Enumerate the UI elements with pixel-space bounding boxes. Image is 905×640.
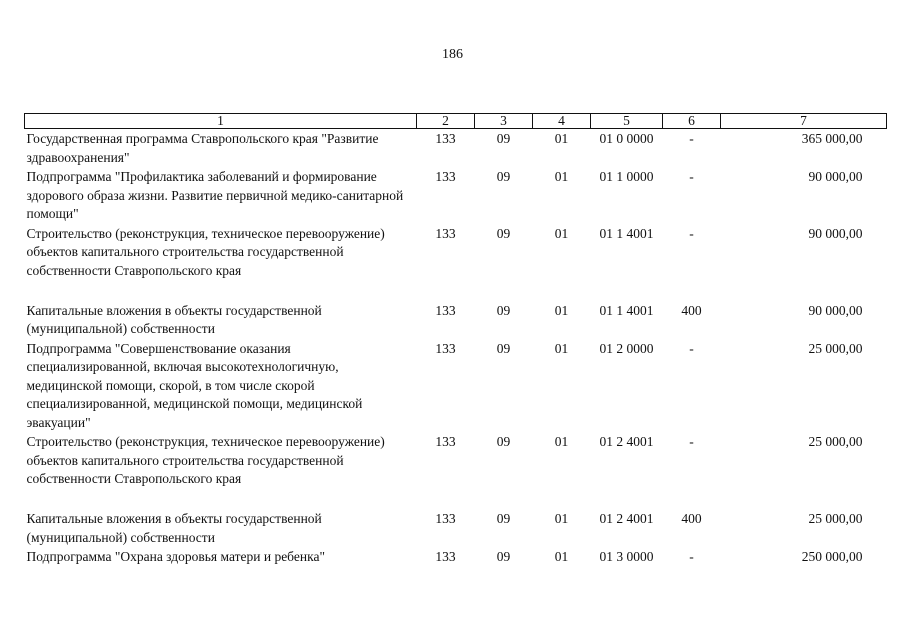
row-amount: 25 000,00 (808, 340, 863, 356)
page-number: 186 (442, 47, 463, 62)
row-amount: 25 000,00 (808, 434, 863, 449)
row-code-2: 133 (435, 549, 456, 564)
row-code-3: 09 (496, 302, 511, 318)
table-row (25, 509, 887, 547)
table-row (25, 301, 887, 339)
column-header-7: 7 (721, 114, 887, 129)
row-code-6: 400 (681, 302, 702, 318)
row-code-3: 09 (496, 225, 511, 241)
row-code-5: 01 0 0000 (599, 131, 654, 146)
row-name: Подпрограмма "Профилактика заболеваний и формирование здорового образа жизни. Развитие первичной медико-санитарной помощи" (26, 169, 404, 221)
row-code-2: 133 (435, 340, 456, 356)
row-code-2: 133 (435, 225, 456, 241)
row-code-3: 09 (496, 511, 511, 526)
row-name: Строительство (реконструкция, техническое перевооружение) объектов капитального строительства государственной собственности Ставропольского края (26, 225, 385, 278)
row-code-5: 01 3 0000 (599, 549, 654, 564)
row-code-6: - (689, 131, 694, 146)
row-code-5: 01 1 4001 (599, 302, 654, 318)
column-header-2: 2 (417, 114, 475, 129)
row-code-5: 01 1 4001 (599, 225, 654, 241)
header-row (25, 114, 887, 129)
row-code-3: 09 (496, 340, 511, 356)
row-amount: 250 000,00 (801, 549, 863, 564)
budget-table (24, 113, 887, 567)
row-code-4: 01 (554, 434, 569, 449)
table-row (25, 167, 887, 224)
row-code-5: 01 2 4001 (599, 434, 654, 449)
table-row (25, 547, 887, 567)
row-code-6: - (689, 340, 694, 356)
table-row (25, 339, 887, 433)
table-row (25, 432, 887, 509)
row-code-5: 01 1 0000 (599, 169, 654, 184)
column-header-1: 1 (25, 114, 417, 129)
row-code-6: - (689, 225, 694, 241)
row-code-6: - (689, 434, 694, 449)
row-code-2: 133 (435, 302, 456, 318)
table-row (25, 129, 887, 168)
table-row (25, 224, 887, 301)
row-code-5: 01 2 0000 (599, 340, 654, 356)
row-code-4: 01 (554, 549, 569, 564)
row-code-2: 133 (435, 169, 456, 184)
row-code-4: 01 (554, 511, 569, 526)
row-code-4: 01 (554, 225, 569, 241)
row-code-6: - (689, 169, 694, 184)
row-amount: 90 000,00 (808, 225, 863, 241)
row-code-3: 09 (496, 169, 511, 184)
row-code-5: 01 2 4001 (599, 511, 654, 526)
row-name: Капитальные вложения в объекты государственной (муниципальной) собственности (26, 511, 322, 545)
row-code-4: 01 (554, 302, 569, 318)
row-code-3: 09 (496, 131, 511, 146)
row-name: Капитальные вложения в объекты государственной (муниципальной) собственности (26, 302, 322, 336)
row-name: Государственная программа Ставропольского края "Развитие здравоохранения" (26, 131, 379, 165)
row-name: Строительство (реконструкция, техническое перевооружение) объектов капитального строительства государственной собственности Ставропольского края (26, 434, 385, 486)
row-code-4: 01 (554, 169, 569, 184)
row-code-2: 133 (435, 511, 456, 526)
row-code-6: - (689, 549, 694, 564)
row-code-4: 01 (554, 340, 569, 356)
row-code-6: 400 (681, 511, 702, 526)
row-amount: 90 000,00 (808, 169, 863, 184)
row-name: Подпрограмма "Совершенствование оказания специализированной, включая высокотехнологичную, медицинской помощи, скорой, в том числе скорой специализированной, медицинской помощи, медицинской эвакуации" (26, 340, 363, 430)
row-code-3: 09 (496, 549, 511, 564)
column-header-5: 5 (591, 114, 663, 129)
row-code-2: 133 (435, 131, 456, 146)
row-code-2: 133 (435, 434, 456, 449)
row-code-3: 09 (496, 434, 511, 449)
row-name: Подпрограмма "Охрана здоровья матери и ребенка" (26, 549, 325, 564)
column-header-6: 6 (663, 114, 721, 129)
row-amount: 90 000,00 (808, 302, 863, 318)
column-header-4: 4 (533, 114, 591, 129)
column-header-3: 3 (475, 114, 533, 129)
row-amount: 365 000,00 (801, 131, 863, 146)
row-amount: 25 000,00 (808, 511, 863, 526)
row-code-4: 01 (554, 131, 569, 146)
